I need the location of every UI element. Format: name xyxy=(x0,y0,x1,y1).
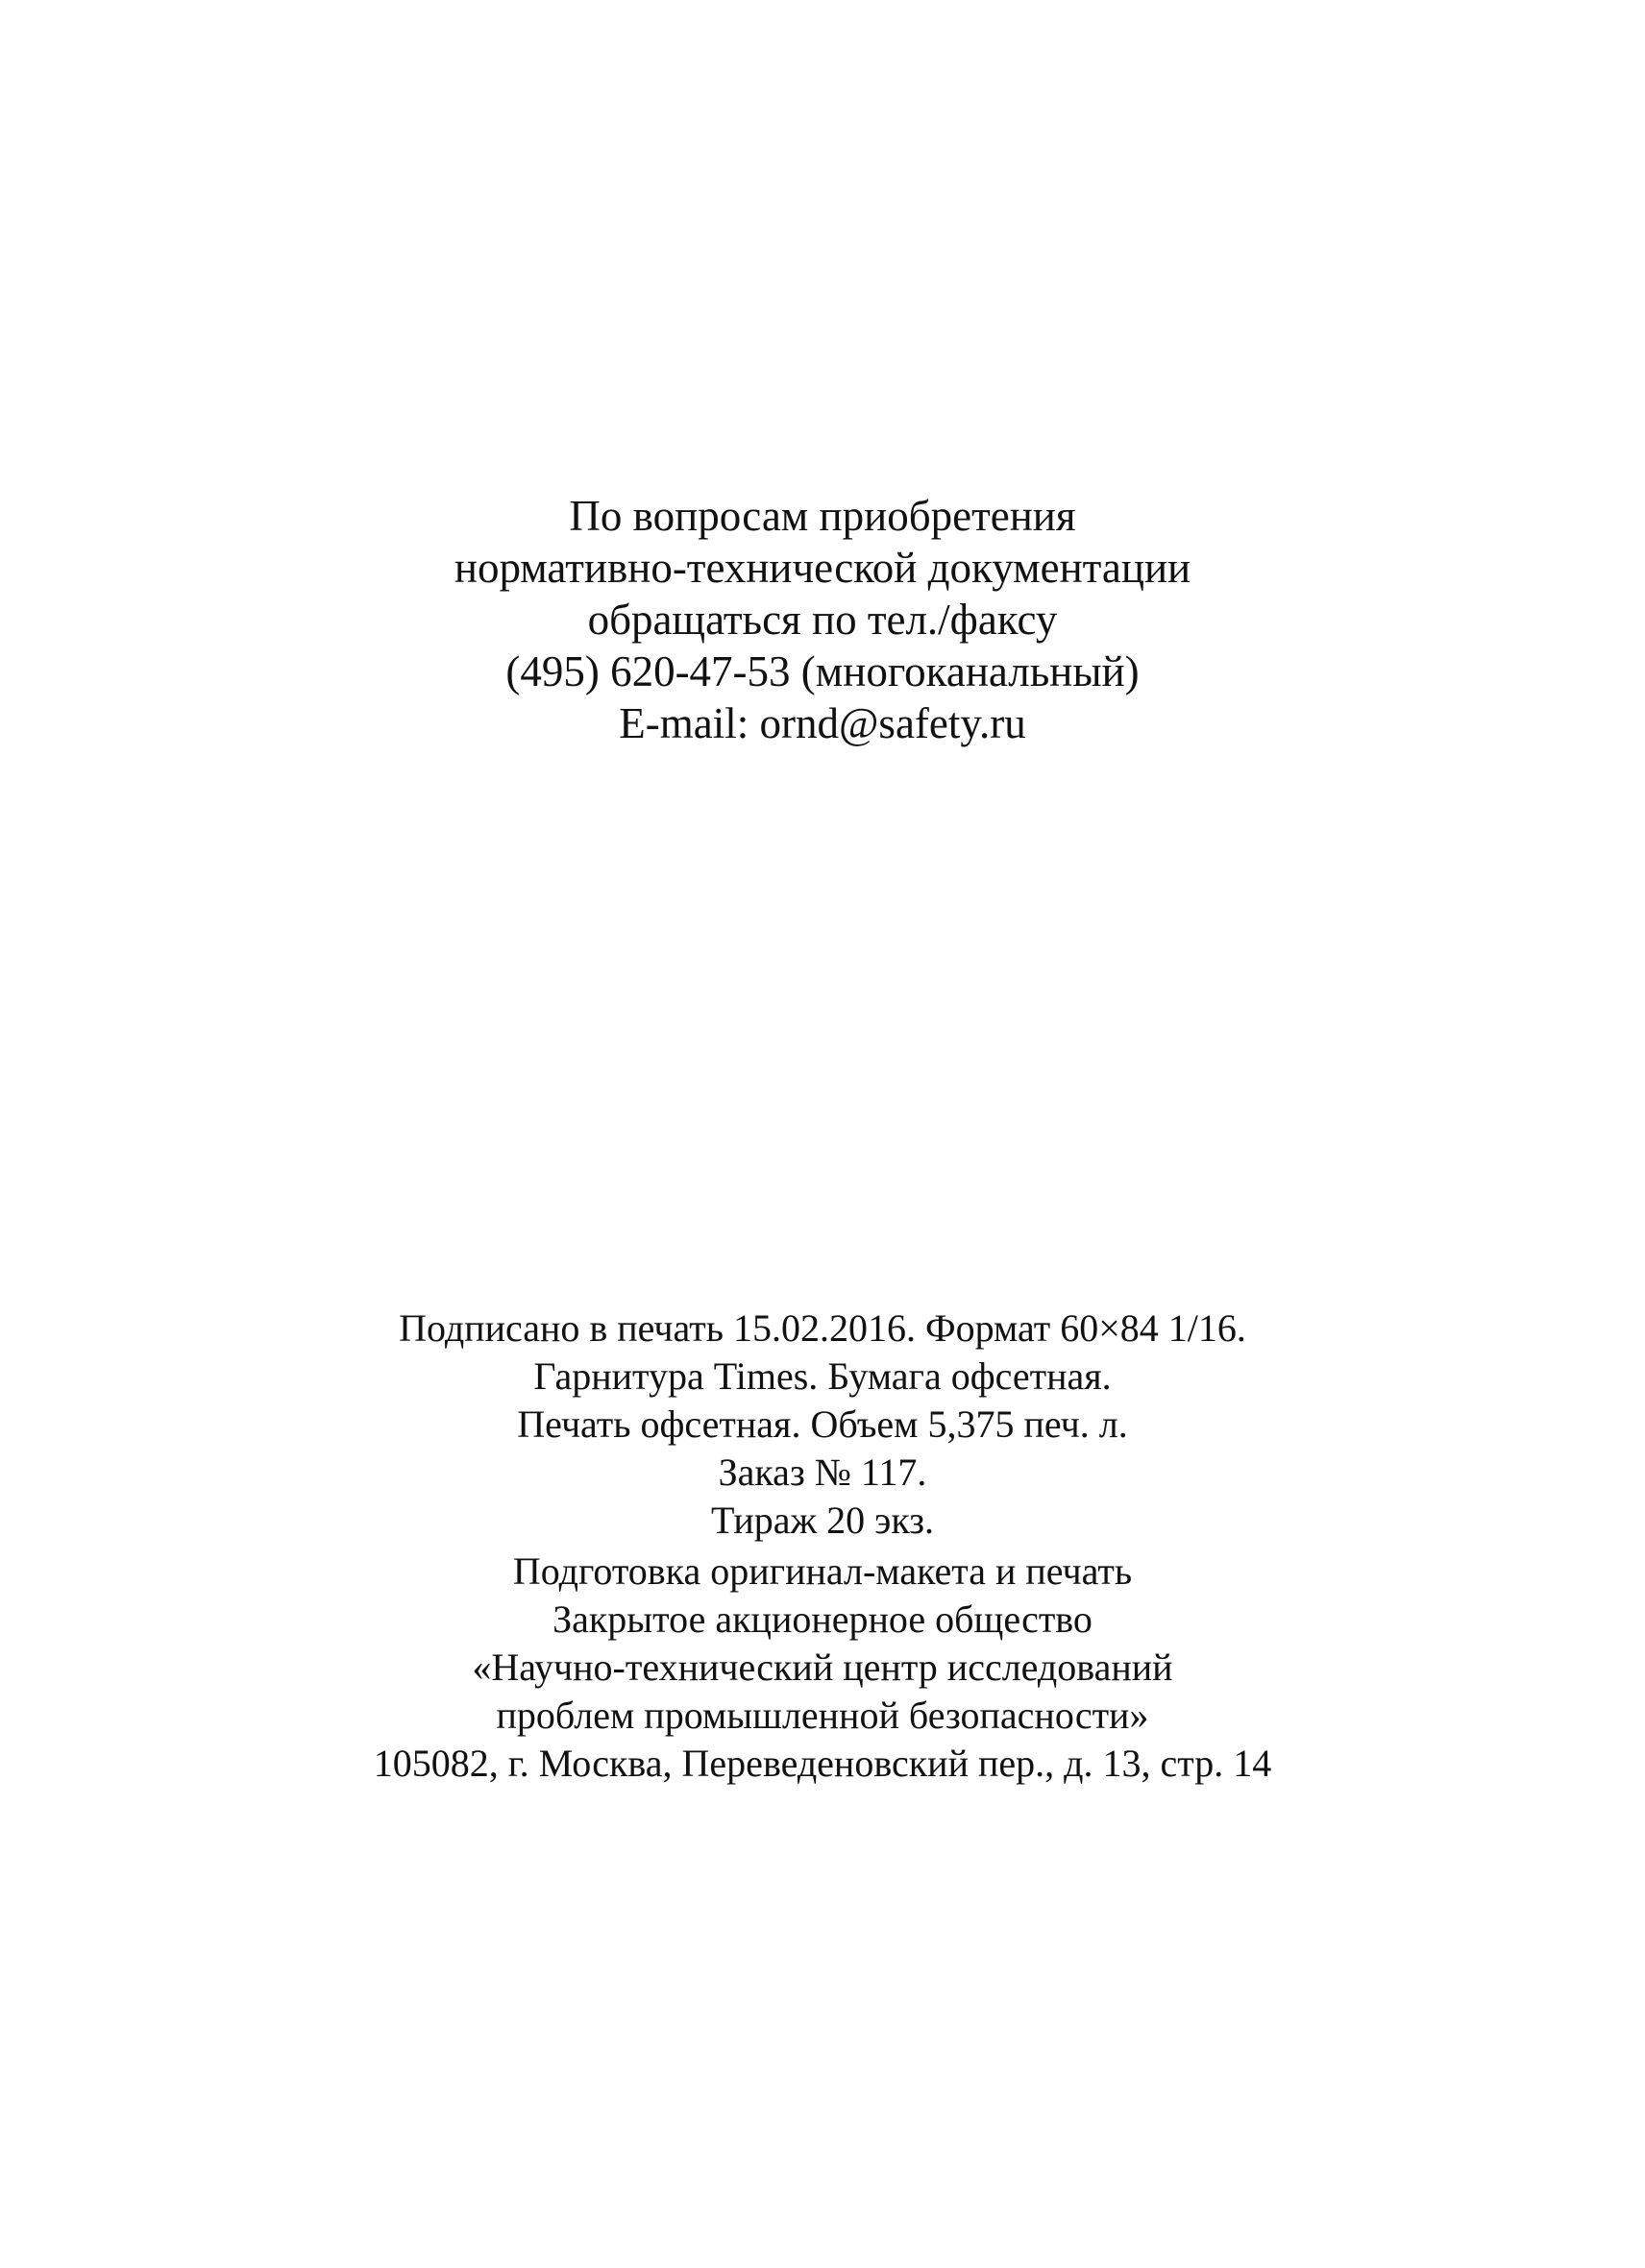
printer-company-type-line: Закрытое акционерное общество xyxy=(552,1597,1093,1641)
imprint-circulation-line: Тираж 20 экз. xyxy=(710,1499,935,1542)
printer-address-line: 105082, г. Москва, Переведеновский пер., д. 13, стр. 14 xyxy=(373,1742,1272,1785)
imprint-print-volume-line: Печать офсетная. Объем 5,375 печ. л. xyxy=(517,1402,1128,1446)
printer-company-name-line: «Научно-технический центр исследований xyxy=(472,1646,1173,1689)
contact-email-line: E-mail: ornd@safety.ru xyxy=(619,699,1026,747)
contact-subject-line: нормативно-технической документации xyxy=(454,544,1191,592)
printer-block xyxy=(0,1548,1645,1788)
printer-company-name-cont-line: проблем промышленной безопасности» xyxy=(496,1694,1149,1737)
contact-instruction-line: обращаться по тел./факсу xyxy=(587,596,1058,644)
contact-info-block xyxy=(0,490,1645,749)
contact-heading-line: По вопросам приобретения xyxy=(569,492,1076,540)
imprint-signed-line: Подписано в печать 15.02.2016. Формат 60×84 1/16. xyxy=(399,1306,1246,1350)
imprint-block xyxy=(0,1305,1645,1545)
imprint-typeface-line: Гарнитура Times. Бумага офсетная. xyxy=(533,1354,1112,1398)
imprint-order-line: Заказ № 117. xyxy=(718,1451,927,1494)
printer-heading-line: Подготовка оригинал-макета и печать xyxy=(512,1549,1133,1593)
contact-phone-line: (495) 620-47-53 (многоканальный) xyxy=(505,647,1140,695)
